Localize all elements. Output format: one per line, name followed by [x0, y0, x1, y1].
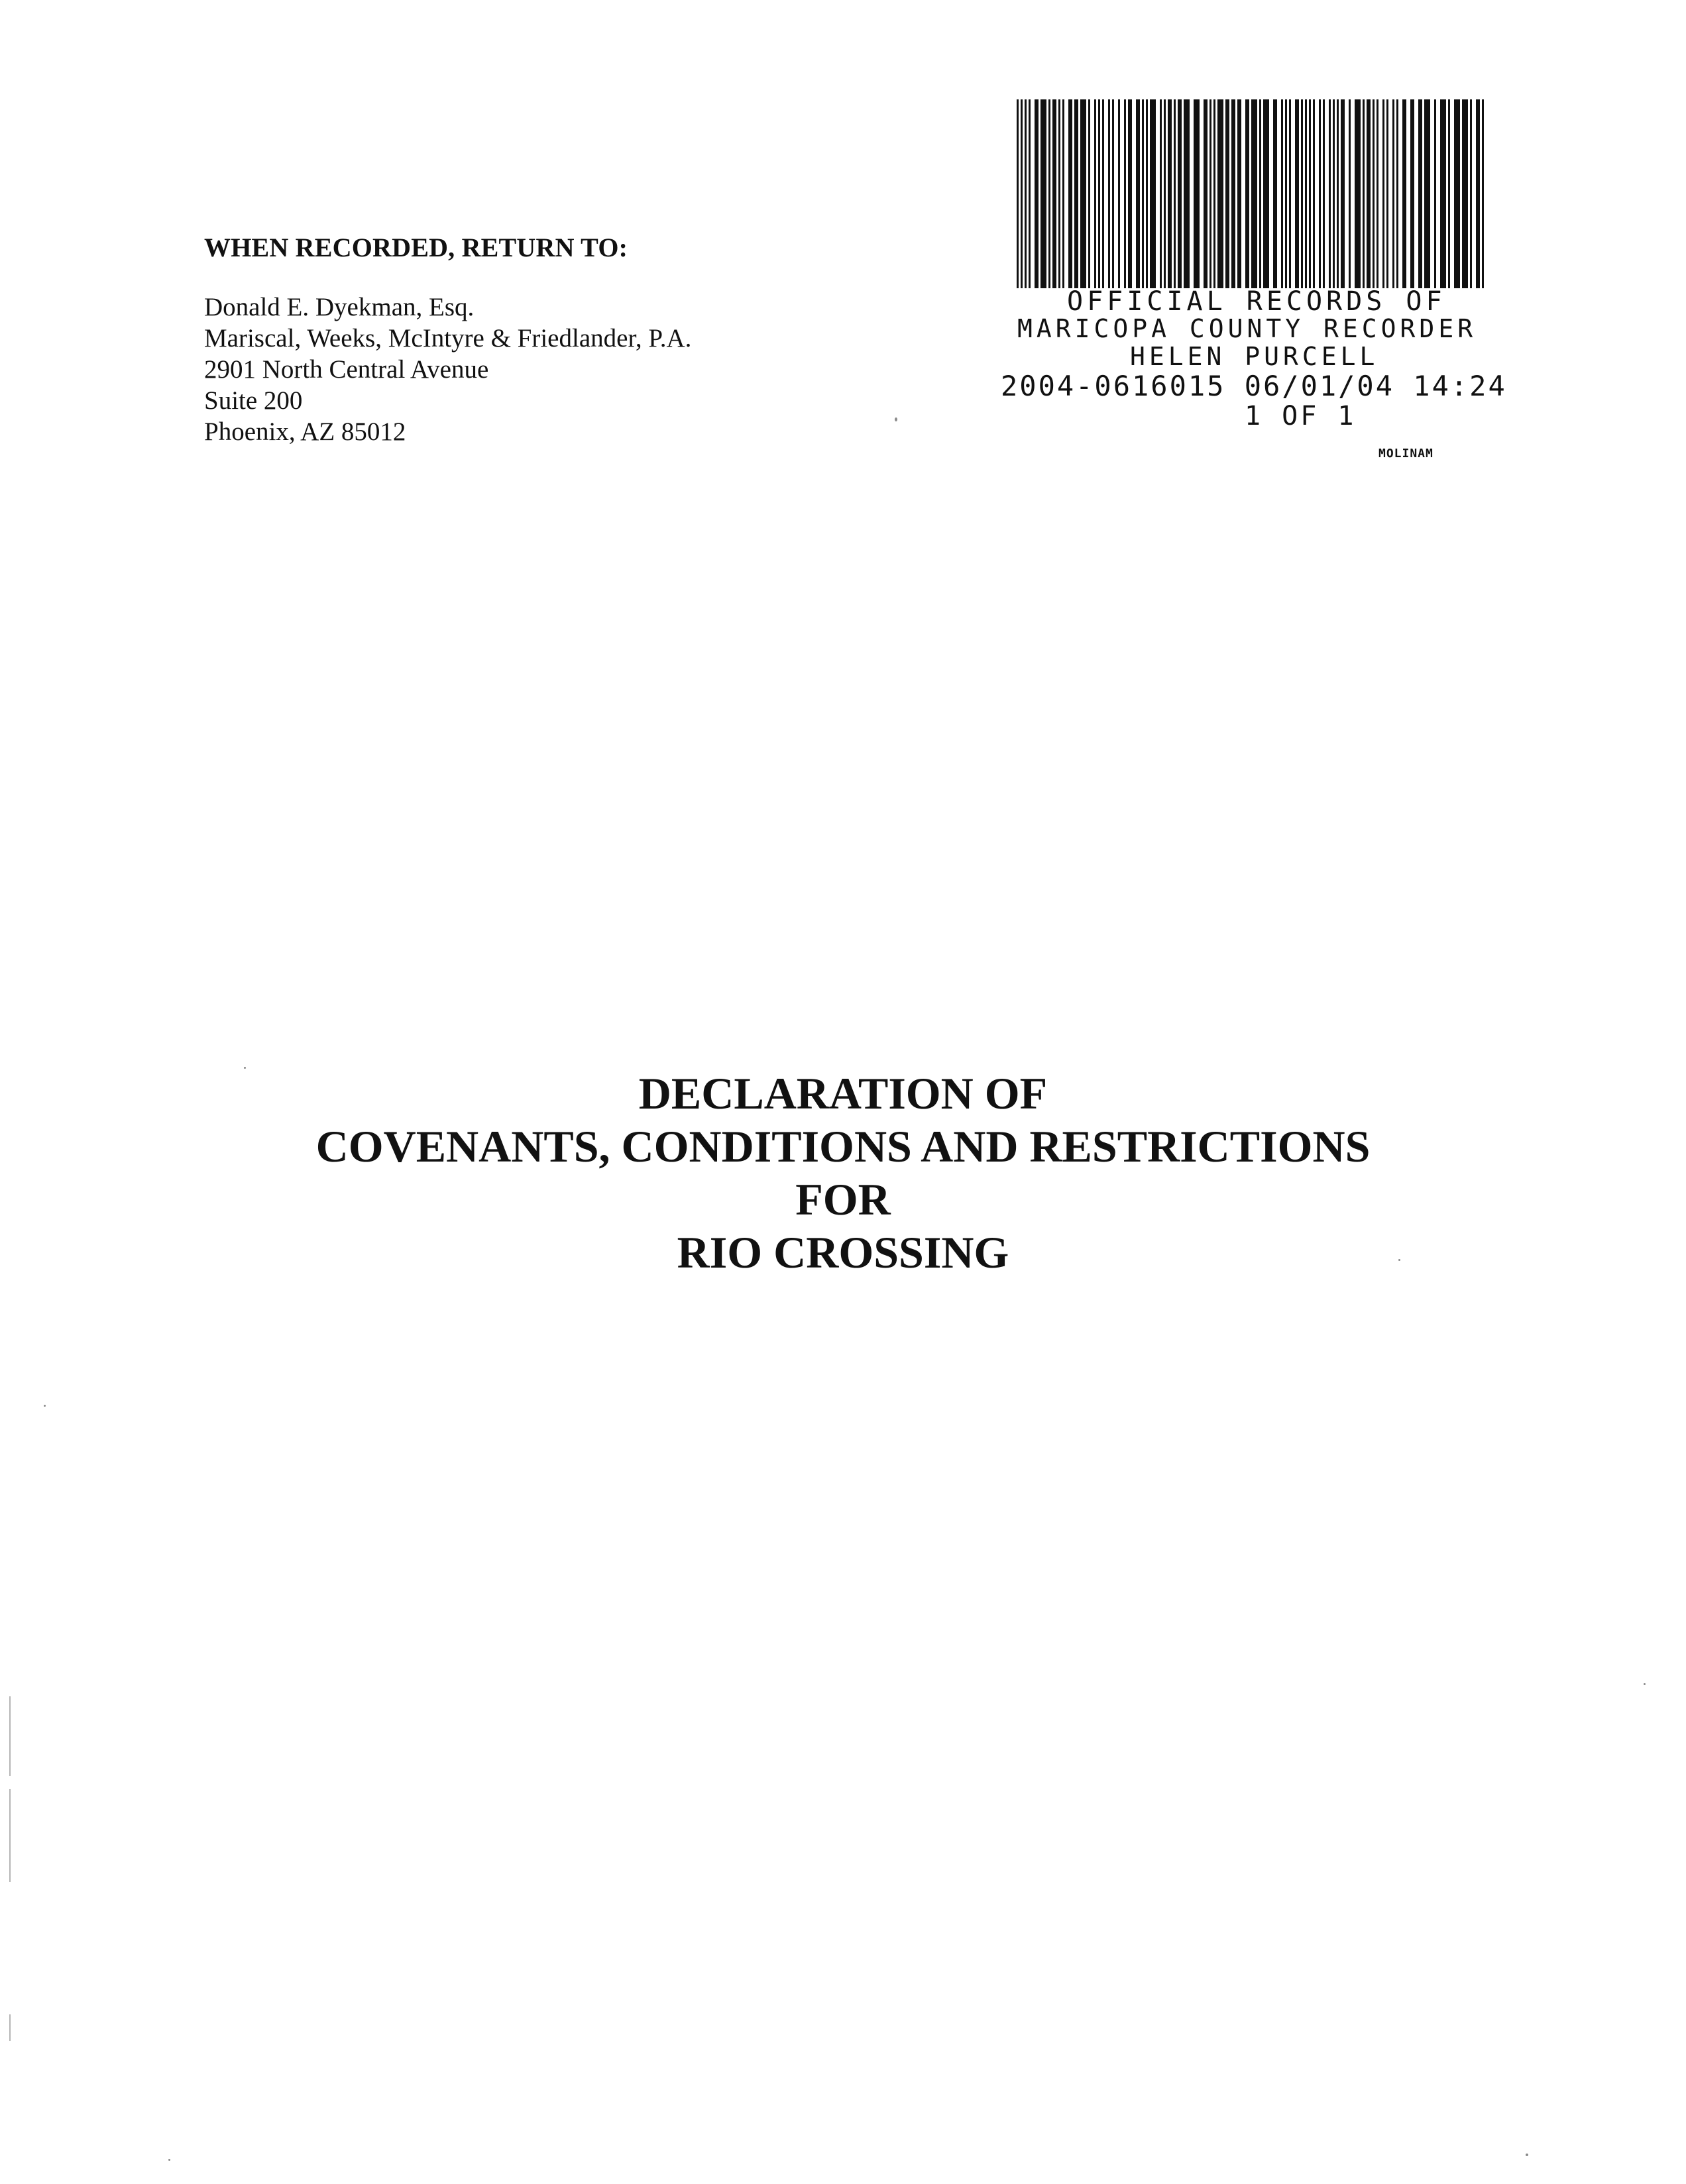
barcode-icon	[1014, 99, 1491, 288]
stamp-clerk-id: MOLINAM	[1378, 447, 1433, 461]
address-line-suite: Suite 200	[204, 386, 303, 415]
stamp-official-records: OFFICIAL RECORDS OF	[1067, 286, 1446, 317]
stamp-page-count: 1 OF 1	[1245, 401, 1357, 431]
scan-speck	[168, 2159, 170, 2161]
return-address	[204, 292, 801, 447]
title-line-4: RIO CROSSING	[677, 1227, 1009, 1278]
stamp-recording-number: 2004-0616015 06/01/04 14:24	[1001, 370, 1507, 402]
title-line-2: COVENANTS, CONDITIONS AND RESTRICTIONS	[315, 1121, 1371, 1172]
scan-edge-mark	[9, 2014, 11, 2041]
stamp-recorder-name: HELEN PURCELL	[1130, 342, 1379, 371]
stamp-county-recorder: MARICOPA COUNTY RECORDER	[1017, 314, 1477, 343]
title-line-1: DECLARATION OF	[638, 1068, 1048, 1119]
recorder-stamp	[994, 99, 1538, 490]
title-line-3: FOR	[795, 1174, 891, 1225]
address-line-name: Donald E. Dyekman, Esq.	[204, 293, 475, 321]
scan-speck	[1398, 1259, 1400, 1261]
scan-edge-mark	[9, 1789, 11, 1882]
return-to-block	[204, 232, 801, 447]
scan-speck	[244, 1067, 246, 1069]
scan-speck	[1644, 1683, 1646, 1685]
document-title	[0, 1067, 1686, 1279]
scan-speck	[895, 417, 897, 421]
address-line-city: Phoenix, AZ 85012	[204, 417, 406, 446]
scan-speck	[1526, 2154, 1528, 2156]
address-line-street: 2901 North Central Avenue	[204, 355, 489, 384]
scan-edge-mark	[9, 1696, 11, 1776]
address-line-firm: Mariscal, Weeks, McIntyre & Friedlander, P.A.	[204, 324, 692, 353]
scan-speck	[44, 1405, 46, 1407]
return-to-heading: WHEN RECORDED, RETURN TO:	[204, 233, 628, 262]
